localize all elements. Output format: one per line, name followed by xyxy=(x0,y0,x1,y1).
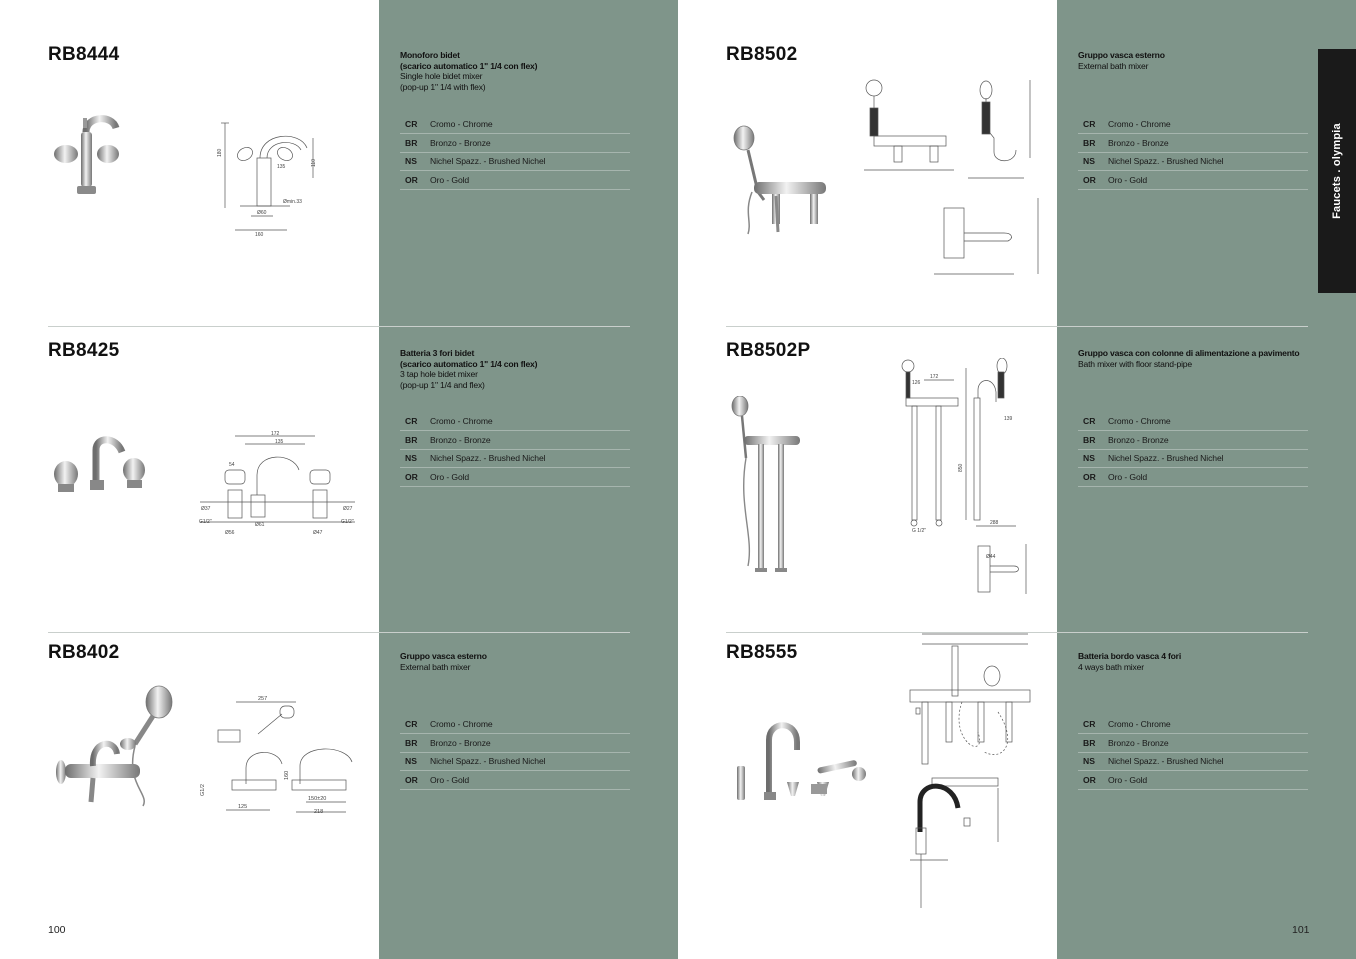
finish-row xyxy=(400,171,630,190)
finish-name: Bronzo - Bronze xyxy=(430,737,491,748)
dimension-label: 257 xyxy=(258,696,268,702)
dimension-label: 180 xyxy=(217,148,223,157)
finish-name: Cromo - Chrome xyxy=(430,718,493,729)
finish-row xyxy=(400,753,630,772)
product-description xyxy=(400,50,640,92)
finish-name: Bronzo - Bronze xyxy=(1108,434,1169,445)
finish-name: Oro - Gold xyxy=(430,775,470,786)
dimension-label: Ø27 xyxy=(343,506,353,512)
finish-name: Nichel Spazz. - Brushed Nichel xyxy=(430,156,546,167)
dimension-label: 218 xyxy=(314,809,324,815)
dimension-label: 160 xyxy=(284,770,290,780)
finish-row xyxy=(1078,412,1308,431)
finish-name: Nichel Spazz. - Brushed Nichel xyxy=(1108,453,1224,464)
dimension-label: 110 xyxy=(311,159,317,167)
finish-name: Cromo - Chrome xyxy=(430,118,493,129)
finish-code: OR xyxy=(405,775,418,786)
finish-code: CR xyxy=(1083,118,1096,129)
dimension-label: 135 xyxy=(277,164,286,170)
finish-name: Oro - Gold xyxy=(1108,472,1148,483)
row-divider xyxy=(726,326,1308,327)
technical-drawing xyxy=(908,632,1038,912)
finish-name: Oro - Gold xyxy=(1108,175,1148,186)
finish-code: CR xyxy=(405,718,418,729)
technical-drawing xyxy=(215,118,330,240)
finish-row xyxy=(1078,734,1308,753)
right-page xyxy=(678,0,1356,959)
row-divider xyxy=(48,326,630,327)
description-english: External bath mixer xyxy=(1078,60,1149,71)
section-tab-label: Faucets . olympia xyxy=(1331,123,1343,219)
dimension-label: 125 xyxy=(238,804,248,810)
finish-code: NS xyxy=(1083,756,1095,767)
finish-name: Cromo - Chrome xyxy=(1108,718,1171,729)
finish-code: CR xyxy=(1083,415,1096,426)
description-english: External bath mixer xyxy=(400,661,471,672)
page-number: 101 xyxy=(1292,924,1310,936)
technical-drawing xyxy=(898,358,1038,598)
finish-name: Nichel Spazz. - Brushed Nichel xyxy=(1108,156,1224,167)
dimension-label: 54 xyxy=(229,462,235,468)
description-english: 4 ways bath mixer xyxy=(1078,661,1144,672)
finish-list xyxy=(400,412,630,487)
product-description xyxy=(400,651,640,672)
finish-code: OR xyxy=(1083,175,1096,186)
dimension-label: 139 xyxy=(1004,416,1013,422)
dimension-label: Ø56 xyxy=(225,530,235,536)
description-english: Bath mixer with floor stand-pipe xyxy=(1078,358,1192,369)
finish-row xyxy=(1078,115,1308,134)
finish-row xyxy=(1078,753,1308,772)
dimension-label: 160 xyxy=(255,232,264,238)
finish-code: OR xyxy=(1083,775,1096,786)
finish-row xyxy=(400,450,630,469)
finish-row xyxy=(400,153,630,172)
finish-code: CR xyxy=(405,118,418,129)
finish-row xyxy=(1078,715,1308,734)
finish-code: NS xyxy=(405,756,417,767)
finish-list xyxy=(1078,412,1308,487)
finish-row xyxy=(1078,431,1308,450)
finish-code: NS xyxy=(1083,156,1095,167)
description-italian: Gruppo vasca con colonne di alimentazione a pavimento xyxy=(1078,348,1300,358)
finish-row xyxy=(400,771,630,790)
product-code: RB8502 xyxy=(726,44,798,65)
finish-name: Cromo - Chrome xyxy=(1108,415,1171,426)
finish-name: Nichel Spazz. - Brushed Nichel xyxy=(430,453,546,464)
page-number: 100 xyxy=(48,924,66,936)
dimension-label: G1/2" xyxy=(341,519,354,525)
finish-code: OR xyxy=(405,472,418,483)
dimension-label: Ø44 xyxy=(986,554,996,560)
row-divider xyxy=(48,632,630,633)
finish-row xyxy=(400,468,630,487)
finish-code: OR xyxy=(405,175,418,186)
dimension-label: 172 xyxy=(271,431,280,437)
finish-row xyxy=(1078,171,1308,190)
product-code: RB8502P xyxy=(726,340,811,361)
finish-name: Nichel Spazz. - Brushed Nichel xyxy=(1108,756,1224,767)
product-photo xyxy=(730,122,830,240)
finish-code: NS xyxy=(405,156,417,167)
technical-drawing xyxy=(196,692,364,816)
finish-row xyxy=(400,115,630,134)
product-code: RB8425 xyxy=(48,340,120,361)
finish-name: Oro - Gold xyxy=(1108,775,1148,786)
finish-row xyxy=(400,134,630,153)
finish-name: Bronzo - Bronze xyxy=(430,434,491,445)
description-italian: Monoforo bidet (scarico automatico 1" 1/4 con flex) xyxy=(400,50,538,71)
finish-code: BR xyxy=(405,737,418,748)
product-row xyxy=(678,326,1356,626)
product-code: RB8555 xyxy=(726,642,798,663)
description-italian: Batteria bordo vasca 4 fori xyxy=(1078,651,1182,661)
section-side-tab xyxy=(1318,49,1356,293)
technical-drawing xyxy=(864,78,1042,288)
product-photo xyxy=(728,396,808,574)
finish-code: NS xyxy=(1083,453,1095,464)
dimension-label: 288 xyxy=(990,520,999,526)
finish-name: Cromo - Chrome xyxy=(1108,118,1171,129)
finish-code: BR xyxy=(1083,137,1096,148)
finish-row xyxy=(1078,771,1308,790)
finish-name: Oro - Gold xyxy=(430,175,470,186)
dimension-label: Ømin.33 xyxy=(283,199,302,205)
dimension-label: G1/2" xyxy=(199,519,212,525)
finish-list xyxy=(400,715,630,790)
finish-code: BR xyxy=(1083,434,1096,445)
finish-name: Bronzo - Bronze xyxy=(1108,137,1169,148)
description-italian: Gruppo vasca esterno xyxy=(400,651,487,661)
finish-row xyxy=(1078,153,1308,172)
product-description xyxy=(1078,348,1318,369)
dimension-label: G1/2 xyxy=(200,784,206,796)
technical-drawing xyxy=(195,430,360,540)
dimension-label: 126 xyxy=(912,380,921,386)
finish-list xyxy=(400,115,630,190)
finish-name: Bronzo - Bronze xyxy=(1108,737,1169,748)
product-code: RB8402 xyxy=(48,642,120,663)
product-photo xyxy=(733,720,868,805)
dimension-label: 135 xyxy=(275,439,284,445)
product-row xyxy=(678,0,1356,300)
finish-name: Bronzo - Bronze xyxy=(430,137,491,148)
finish-row xyxy=(1078,468,1308,487)
description-english: Single hole bidet mixer (pop-up 1" 1/4 with flex) xyxy=(400,71,486,92)
finish-row xyxy=(1078,450,1308,469)
finish-code: CR xyxy=(1083,718,1096,729)
description-italian: Gruppo vasca esterno xyxy=(1078,50,1165,60)
finish-code: NS xyxy=(405,453,417,464)
finish-code: BR xyxy=(1083,737,1096,748)
product-photo xyxy=(55,684,180,809)
product-row xyxy=(0,326,678,626)
product-photo xyxy=(50,110,125,200)
dimension-label: Ø47 xyxy=(313,530,323,536)
dimension-label: Ø61 xyxy=(255,522,265,528)
finish-code: OR xyxy=(1083,472,1096,483)
finish-row xyxy=(400,715,630,734)
finish-list xyxy=(1078,115,1308,190)
finish-row xyxy=(400,412,630,431)
finish-code: BR xyxy=(405,434,418,445)
finish-row xyxy=(400,431,630,450)
product-row xyxy=(0,0,678,300)
dimension-label: 150±20 xyxy=(308,796,327,802)
product-description xyxy=(400,348,640,390)
dimension-label: Ø60 xyxy=(257,210,267,216)
dimension-label: G 1/2" xyxy=(912,528,927,534)
dimension-label: Ø37 xyxy=(201,506,211,512)
product-code: RB8444 xyxy=(48,44,120,65)
finish-code: CR xyxy=(405,415,418,426)
finish-name: Oro - Gold xyxy=(430,472,470,483)
finish-row xyxy=(400,734,630,753)
finish-name: Cromo - Chrome xyxy=(430,415,493,426)
description-italian: Batteria 3 fori bidet (scarico automatico 1" 1/4 con flex) xyxy=(400,348,538,369)
finish-list xyxy=(1078,715,1308,790)
product-description xyxy=(1078,651,1318,672)
finish-name: Nichel Spazz. - Brushed Nichel xyxy=(430,756,546,767)
dimension-label: 850 xyxy=(958,463,964,472)
finish-row xyxy=(1078,134,1308,153)
product-row xyxy=(0,632,678,932)
product-photo xyxy=(50,432,155,502)
dimension-label: 172 xyxy=(930,374,939,380)
product-row xyxy=(678,632,1356,932)
finish-code: BR xyxy=(405,137,418,148)
description-english: 3 tap hole bidet mixer (pop-up 1" 1/4 and flex) xyxy=(400,369,485,390)
product-description xyxy=(1078,50,1318,71)
